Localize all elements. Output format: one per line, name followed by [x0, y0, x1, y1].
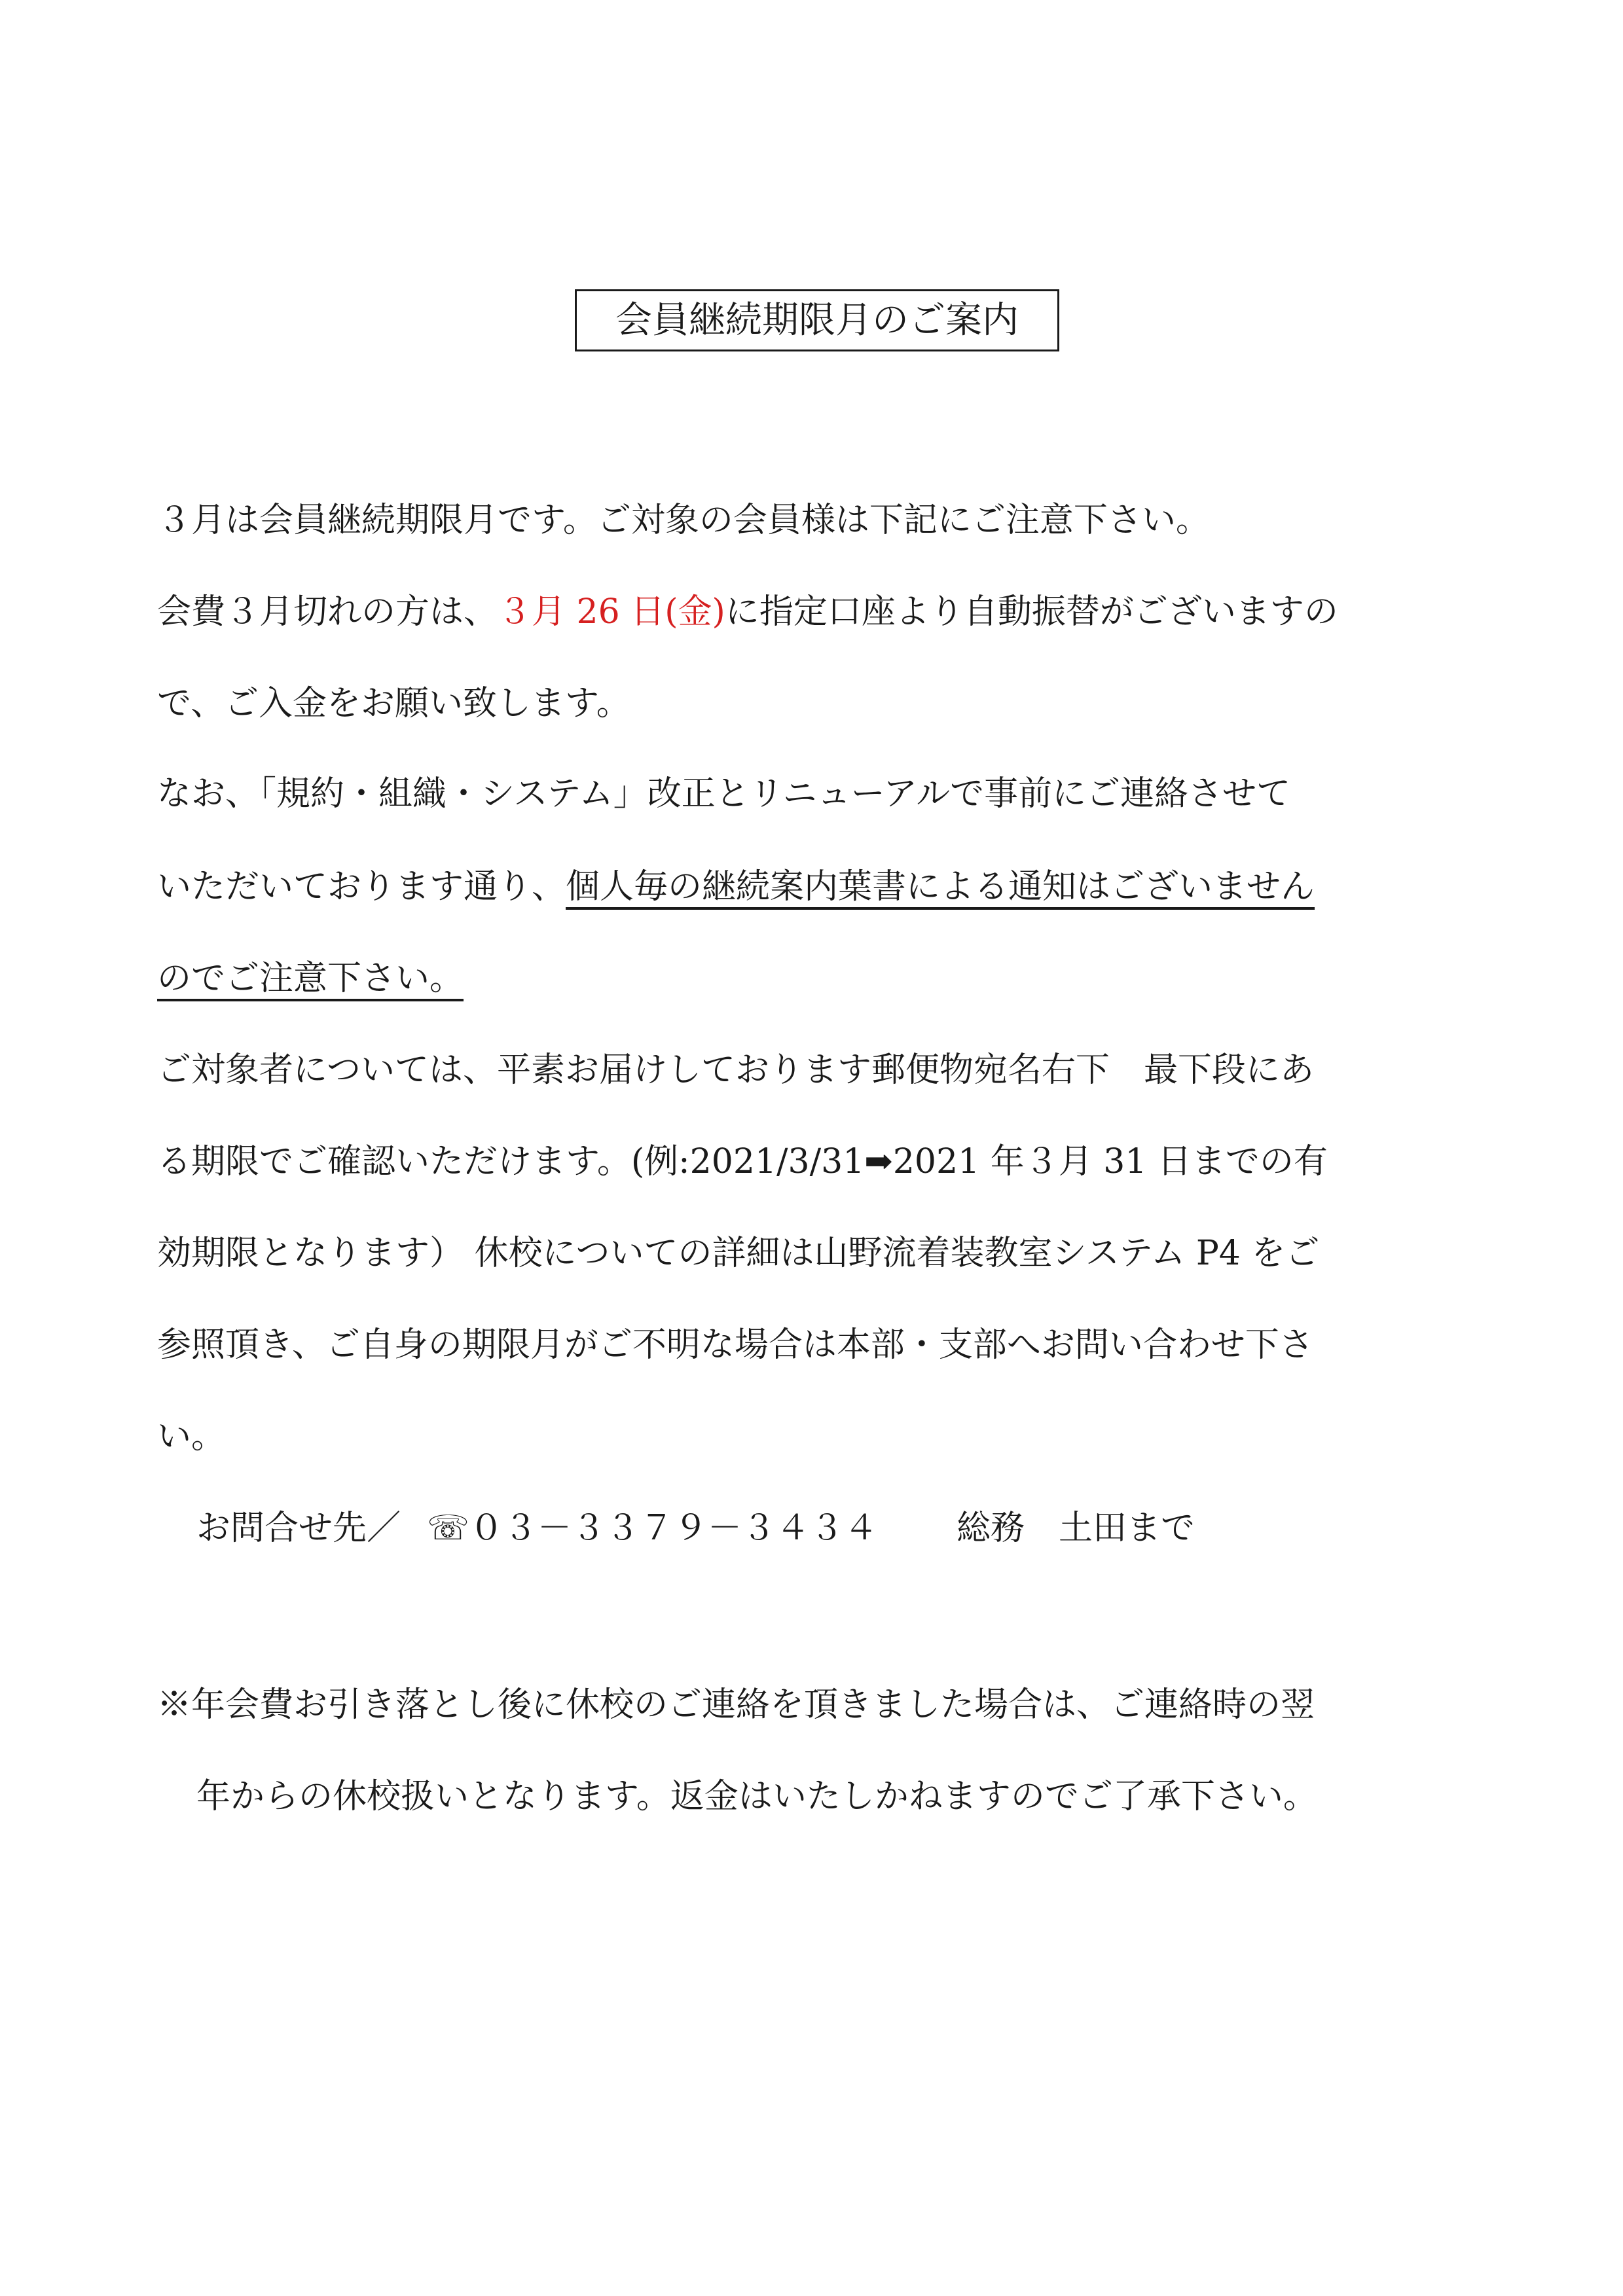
no-postcard-notice: 個人毎の継続案内葉書による通知はございません: [566, 867, 1315, 906]
paragraph1-line1-pre: 会費３月切れの方は、: [157, 592, 498, 632]
paragraph3-line4: 参照頂き、ご自身の期限月がご不明な場合は本部・支部へお問い合わせ下さ: [157, 1325, 1313, 1365]
no-postcard-notice-end: のでご注意下さい。: [157, 959, 464, 998]
paragraph2-line2: [157, 864, 1315, 910]
paragraph1-line1: [157, 589, 1338, 635]
note-line2: 年からの休校扱いとなります。返金はいたしかねますのでご了承下さい。: [196, 1777, 1317, 1816]
paragraph1-line2: で、ご入金をお願い致します。: [157, 684, 630, 723]
intro-text: ３月は会員継続期限月です。ご対象の会員様は下記にご注意下さい。: [157, 501, 1210, 540]
paragraph3-line2: る期限でご確認いただけます。(例:2021/3/31➡2021 年３月 31 日までの有: [157, 1142, 1328, 1181]
contact-dept: 総務 土田まで: [957, 1509, 1195, 1548]
contact-phone: ☏０３－３３７９－３４３４: [427, 1509, 879, 1548]
contact-label: お問合せ先／: [196, 1509, 401, 1548]
paragraph3-line1: ご対象者については、平素お届けしております郵便物宛名右下 最下段にあ: [157, 1050, 1314, 1090]
paragraph3-line3: 効期限となります） 休校についての詳細は山野流着装教室システム P4 をご: [157, 1234, 1320, 1273]
paragraph1-line1-post: に指定口座より自動振替がございますの: [725, 592, 1338, 632]
page-title: 会員継続期限月のご案内: [575, 289, 1059, 351]
note-line1: ※年会費お引き落とし後に休校のご連絡を頂きました場合は、ご連絡時の翌: [157, 1685, 1315, 1725]
paragraph2-line3: [157, 956, 464, 1001]
paragraph2-line1: なお、「規約・組織・システム」改正とリニューアルで事前にご連絡させて: [157, 774, 1291, 814]
paragraph2-line2-pre: いただいております通り、: [157, 867, 566, 906]
contact-line: [196, 1505, 1195, 1551]
paragraph3-line5: い。: [157, 1417, 226, 1456]
debit-date: ３月 26 日(金): [498, 592, 725, 632]
